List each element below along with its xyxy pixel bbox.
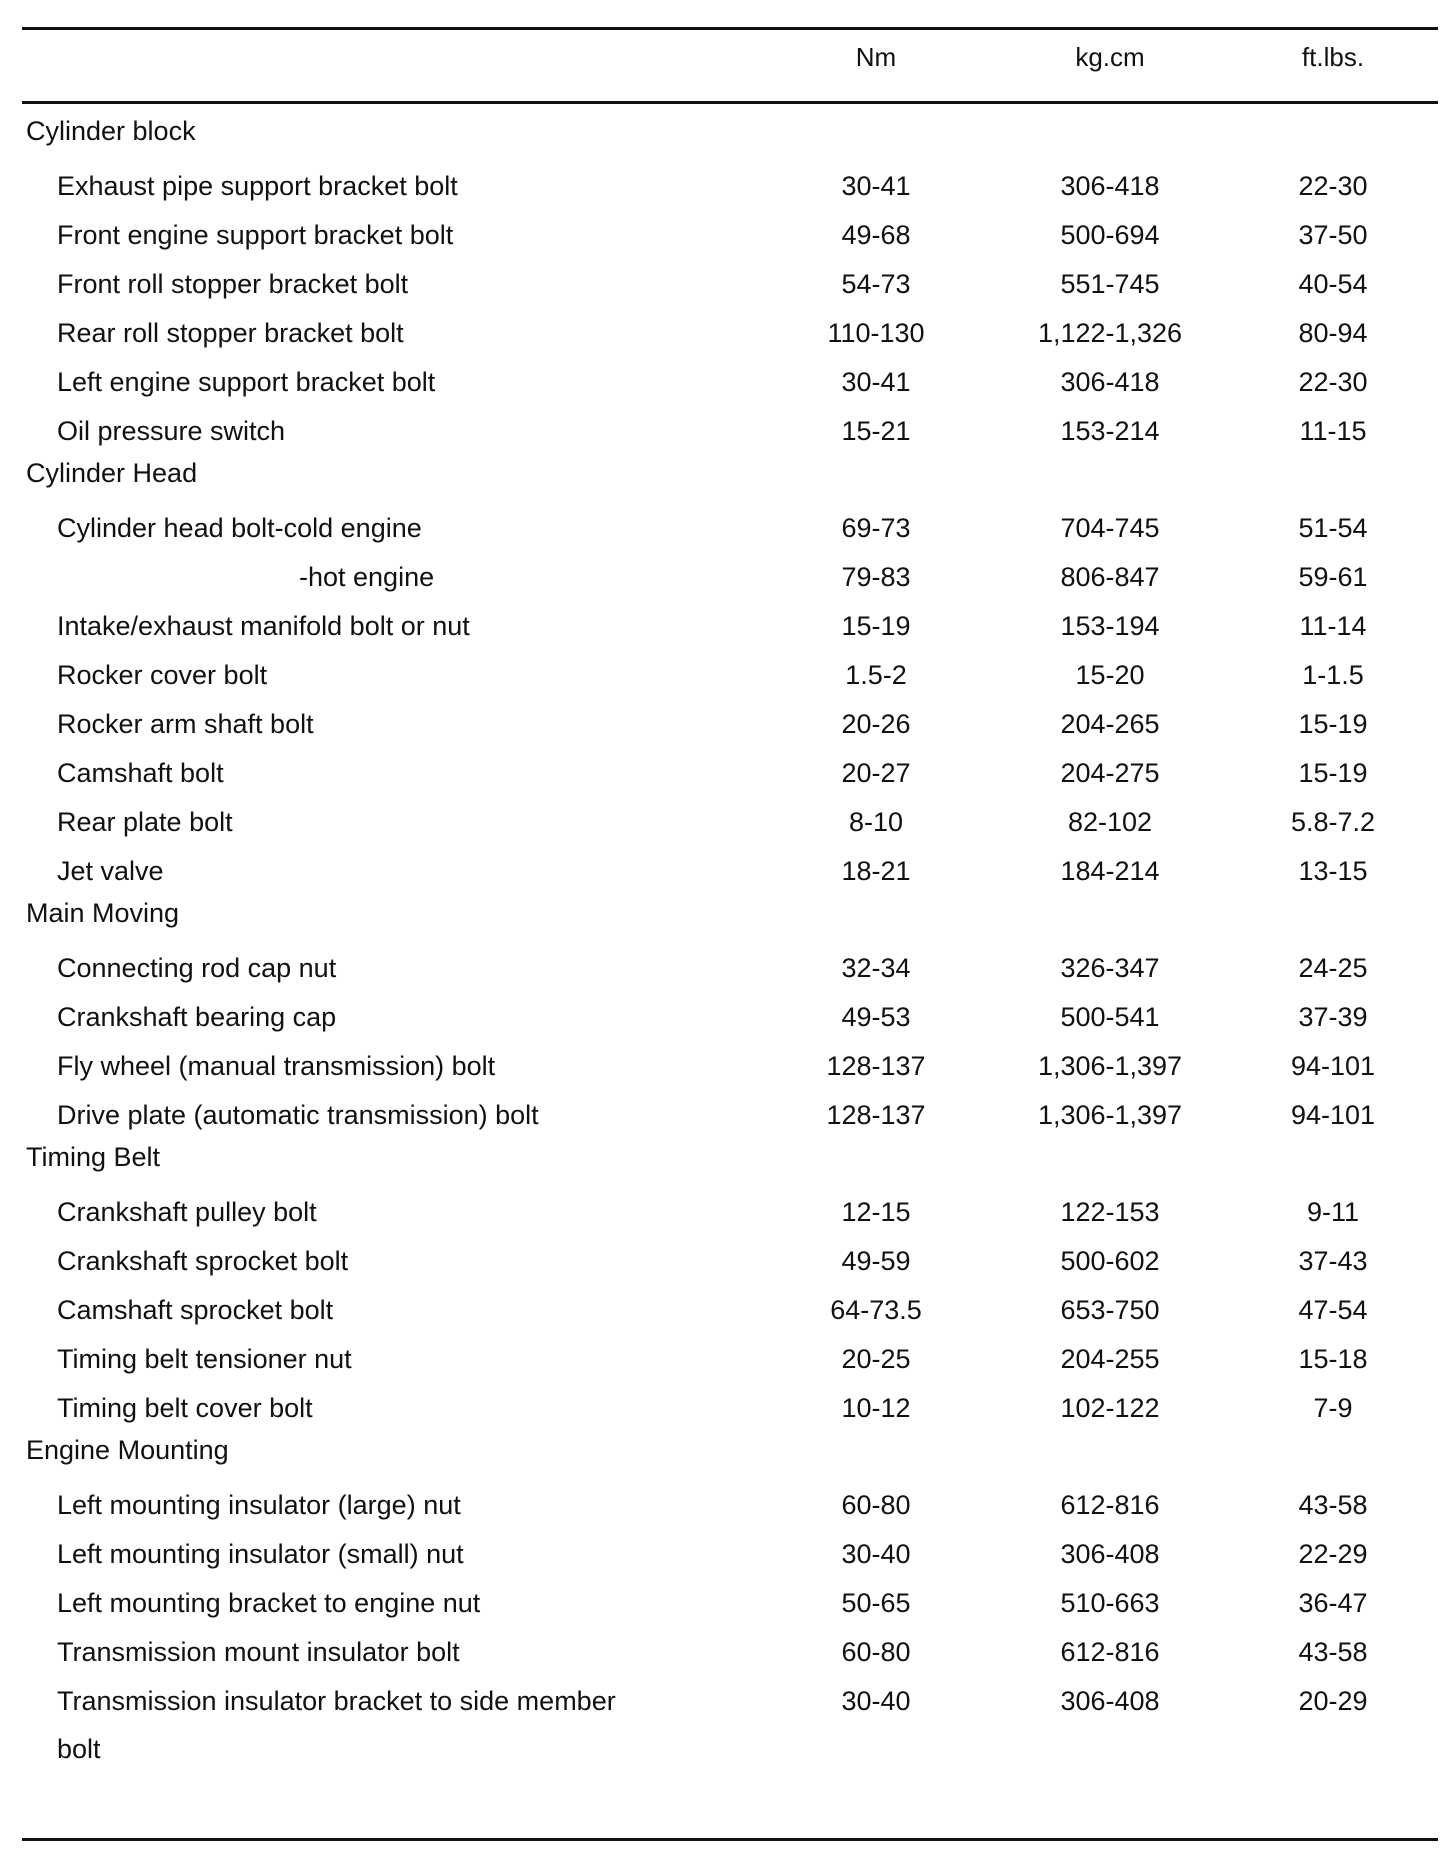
value-kgcm: 204-265 [1060, 709, 1160, 739]
item-label: Intake/exhaust manifold bolt or nut [57, 611, 470, 641]
table-row [0, 252, 1456, 301]
value-kgcm: 1,306-1,397 [1037, 1051, 1183, 1081]
section-title: Engine Mounting [26, 1435, 229, 1465]
value-nm: 18-21 [841, 856, 911, 886]
section-title: Cylinder Head [26, 458, 198, 488]
item-label: Left mounting insulator (large) nut [57, 1490, 461, 1520]
value-kgcm: 153-214 [1060, 416, 1160, 446]
item-label: Crankshaft bearing cap [57, 1002, 337, 1032]
item-label: Cylinder head bolt-cold engine [57, 513, 422, 543]
value-nm: 15-19 [841, 611, 911, 641]
item-label: Left mounting bracket to engine nut [57, 1588, 481, 1618]
value-ftlbs: 9-11 [1306, 1197, 1360, 1227]
value-ftlbs: 59-61 [1298, 562, 1368, 592]
item-label: Jet valve [57, 856, 164, 886]
value-ftlbs: 22-30 [1298, 171, 1368, 201]
table-row [0, 936, 1456, 985]
item-label: Crankshaft sprocket bolt [57, 1246, 349, 1276]
value-kgcm: 612-816 [1060, 1637, 1160, 1667]
value-kgcm: 500-694 [1060, 220, 1160, 250]
header-bottom-rule [22, 101, 1438, 104]
value-ftlbs: 11-15 [1299, 416, 1367, 446]
value-ftlbs: 1-1.5 [1302, 660, 1364, 690]
value-nm: 49-53 [841, 1002, 911, 1032]
value-kgcm: 551-745 [1060, 269, 1160, 299]
table-row [0, 1083, 1456, 1132]
item-label: -hot engine [299, 562, 435, 592]
item-label: Rocker arm shaft bolt [57, 709, 314, 739]
table-row [0, 1180, 1456, 1229]
item-label: Connecting rod cap nut [57, 953, 337, 983]
item-label: Rocker cover bolt [57, 660, 268, 690]
value-kgcm: 500-541 [1060, 1002, 1160, 1032]
table-row [0, 1278, 1456, 1327]
value-nm: 69-73 [841, 513, 911, 543]
value-kgcm: 306-408 [1060, 1686, 1160, 1716]
value-nm: 79-83 [841, 562, 911, 592]
value-kgcm: 15-20 [1075, 660, 1145, 690]
value-ftlbs: 22-29 [1298, 1539, 1368, 1569]
value-kgcm: 806-847 [1060, 562, 1160, 592]
column-header-kgcm: kg.cm [1075, 42, 1145, 72]
value-kgcm: 153-194 [1060, 611, 1160, 641]
item-label: Fly wheel (manual transmission) bolt [57, 1051, 496, 1081]
value-kgcm: 184-214 [1060, 856, 1160, 886]
value-ftlbs: 24-25 [1298, 953, 1368, 983]
section-timing-belt [0, 1134, 1456, 1425]
table-row [0, 399, 1456, 448]
value-kgcm: 306-408 [1060, 1539, 1160, 1569]
table-row [0, 790, 1456, 839]
value-nm: 10-12 [841, 1393, 911, 1423]
section-title: Timing Belt [26, 1142, 161, 1172]
value-ftlbs: 80-94 [1298, 318, 1368, 348]
value-ftlbs: 15-19 [1298, 758, 1368, 788]
table-row [0, 154, 1456, 203]
value-ftlbs: 37-43 [1298, 1246, 1368, 1276]
item-label: Front roll stopper bracket bolt [57, 269, 409, 299]
item-label: Exhaust pipe support bracket bolt [57, 171, 458, 201]
table-row [0, 545, 1456, 594]
table-row [0, 1620, 1456, 1669]
value-nm: 1.5-2 [845, 660, 907, 690]
value-nm: 12-15 [841, 1197, 911, 1227]
item-label: Oil pressure switch [57, 416, 286, 446]
table-row [0, 643, 1456, 692]
table-row [0, 496, 1456, 545]
value-ftlbs: 13-15 [1298, 856, 1368, 886]
column-header-ftlbs: ft.lbs. [1301, 42, 1365, 72]
item-label: Camshaft bolt [57, 758, 224, 788]
value-nm: 20-25 [841, 1344, 911, 1374]
table-row [0, 594, 1456, 643]
section-cylinder-block [0, 108, 1456, 448]
value-kgcm: 306-418 [1060, 171, 1160, 201]
value-kgcm: 500-602 [1060, 1246, 1160, 1276]
item-label: Crankshaft pulley bolt [57, 1197, 317, 1227]
value-nm: 128-137 [826, 1100, 926, 1130]
column-header-nm: Nm [855, 42, 897, 72]
value-ftlbs: 11-14 [1299, 611, 1367, 641]
value-kgcm: 653-750 [1060, 1295, 1160, 1325]
value-kgcm: 704-745 [1060, 513, 1160, 543]
item-label: Rear roll stopper bracket bolt [57, 318, 404, 348]
value-kgcm: 204-255 [1060, 1344, 1160, 1374]
table-row [0, 692, 1456, 741]
item-label: Left engine support bracket bolt [57, 367, 436, 397]
item-label: Camshaft sprocket bolt [57, 1295, 334, 1325]
value-kgcm: 102-122 [1060, 1393, 1160, 1423]
value-ftlbs: 40-54 [1298, 269, 1368, 299]
table-bottom-rule [22, 1838, 1438, 1841]
torque-table [0, 108, 1456, 1767]
value-nm: 20-27 [841, 758, 911, 788]
value-nm: 20-26 [841, 709, 911, 739]
value-nm: 60-80 [841, 1637, 911, 1667]
value-nm: 128-137 [826, 1051, 926, 1081]
value-ftlbs: 15-19 [1298, 709, 1368, 739]
value-ftlbs: 5.8-7.2 [1290, 807, 1376, 837]
value-ftlbs: 94-101 [1290, 1100, 1376, 1130]
value-ftlbs: 20-29 [1298, 1686, 1368, 1716]
value-nm: 49-59 [841, 1246, 911, 1276]
value-ftlbs: 7-9 [1313, 1393, 1353, 1423]
table-top-rule [22, 27, 1438, 30]
section-title: Cylinder block [26, 116, 196, 146]
value-kgcm: 1,122-1,326 [1037, 318, 1183, 348]
value-nm: 32-34 [841, 953, 911, 983]
section-title: Main Moving [26, 898, 180, 928]
section-engine-mounting [0, 1427, 1456, 1765]
table-row [0, 350, 1456, 399]
item-label: Transmission mount insulator bolt [57, 1637, 460, 1667]
value-nm: 54-73 [841, 269, 911, 299]
table-row [0, 985, 1456, 1034]
item-label: Transmission insulator bracket to side member bolt [57, 1686, 616, 1764]
value-ftlbs: 51-54 [1298, 513, 1368, 543]
table-row [0, 301, 1456, 350]
item-label: Timing belt cover bolt [57, 1393, 313, 1423]
value-kgcm: 306-418 [1060, 367, 1160, 397]
table-row [0, 741, 1456, 790]
value-kgcm: 122-153 [1060, 1197, 1160, 1227]
value-nm: 50-65 [841, 1588, 911, 1618]
table-row [0, 203, 1456, 252]
value-nm: 64-73.5 [830, 1295, 922, 1325]
table-row [0, 1669, 1456, 1765]
table-row [0, 1473, 1456, 1522]
table-row [0, 1229, 1456, 1278]
section-main-moving [0, 890, 1456, 1132]
value-kgcm: 510-663 [1060, 1588, 1160, 1618]
table-row [0, 1327, 1456, 1376]
table-row [0, 1571, 1456, 1620]
item-label: Left mounting insulator (small) nut [57, 1539, 464, 1569]
table-row [0, 839, 1456, 888]
value-kgcm: 82-102 [1067, 807, 1153, 837]
item-label: Rear plate bolt [57, 807, 233, 837]
value-kgcm: 326-347 [1060, 953, 1160, 983]
value-nm: 60-80 [841, 1490, 911, 1520]
value-nm: 49-68 [841, 220, 911, 250]
value-nm: 30-41 [841, 367, 911, 397]
value-ftlbs: 22-30 [1298, 367, 1368, 397]
value-kgcm: 1,306-1,397 [1037, 1100, 1183, 1130]
value-nm: 15-21 [841, 416, 911, 446]
value-ftlbs: 36-47 [1298, 1588, 1368, 1618]
value-ftlbs: 47-54 [1298, 1295, 1368, 1325]
item-label: Drive plate (automatic transmission) bolt [57, 1100, 539, 1130]
value-kgcm: 612-816 [1060, 1490, 1160, 1520]
value-ftlbs: 43-58 [1298, 1637, 1368, 1667]
item-label: Timing belt tensioner nut [57, 1344, 352, 1374]
table-row [0, 1376, 1456, 1425]
value-nm: 110-130 [827, 318, 925, 348]
item-label: Front engine support bracket bolt [57, 220, 454, 250]
section-cylinder-head [0, 450, 1456, 888]
value-ftlbs: 15-18 [1298, 1344, 1368, 1374]
value-ftlbs: 37-39 [1298, 1002, 1368, 1032]
value-nm: 8-10 [848, 807, 904, 837]
value-kgcm: 204-275 [1060, 758, 1160, 788]
value-nm: 30-40 [841, 1539, 911, 1569]
value-nm: 30-40 [841, 1686, 911, 1716]
value-nm: 30-41 [841, 171, 911, 201]
table-row [0, 1522, 1456, 1571]
value-ftlbs: 37-50 [1298, 220, 1368, 250]
table-row [0, 1034, 1456, 1083]
value-ftlbs: 94-101 [1290, 1051, 1376, 1081]
value-ftlbs: 43-58 [1298, 1490, 1368, 1520]
